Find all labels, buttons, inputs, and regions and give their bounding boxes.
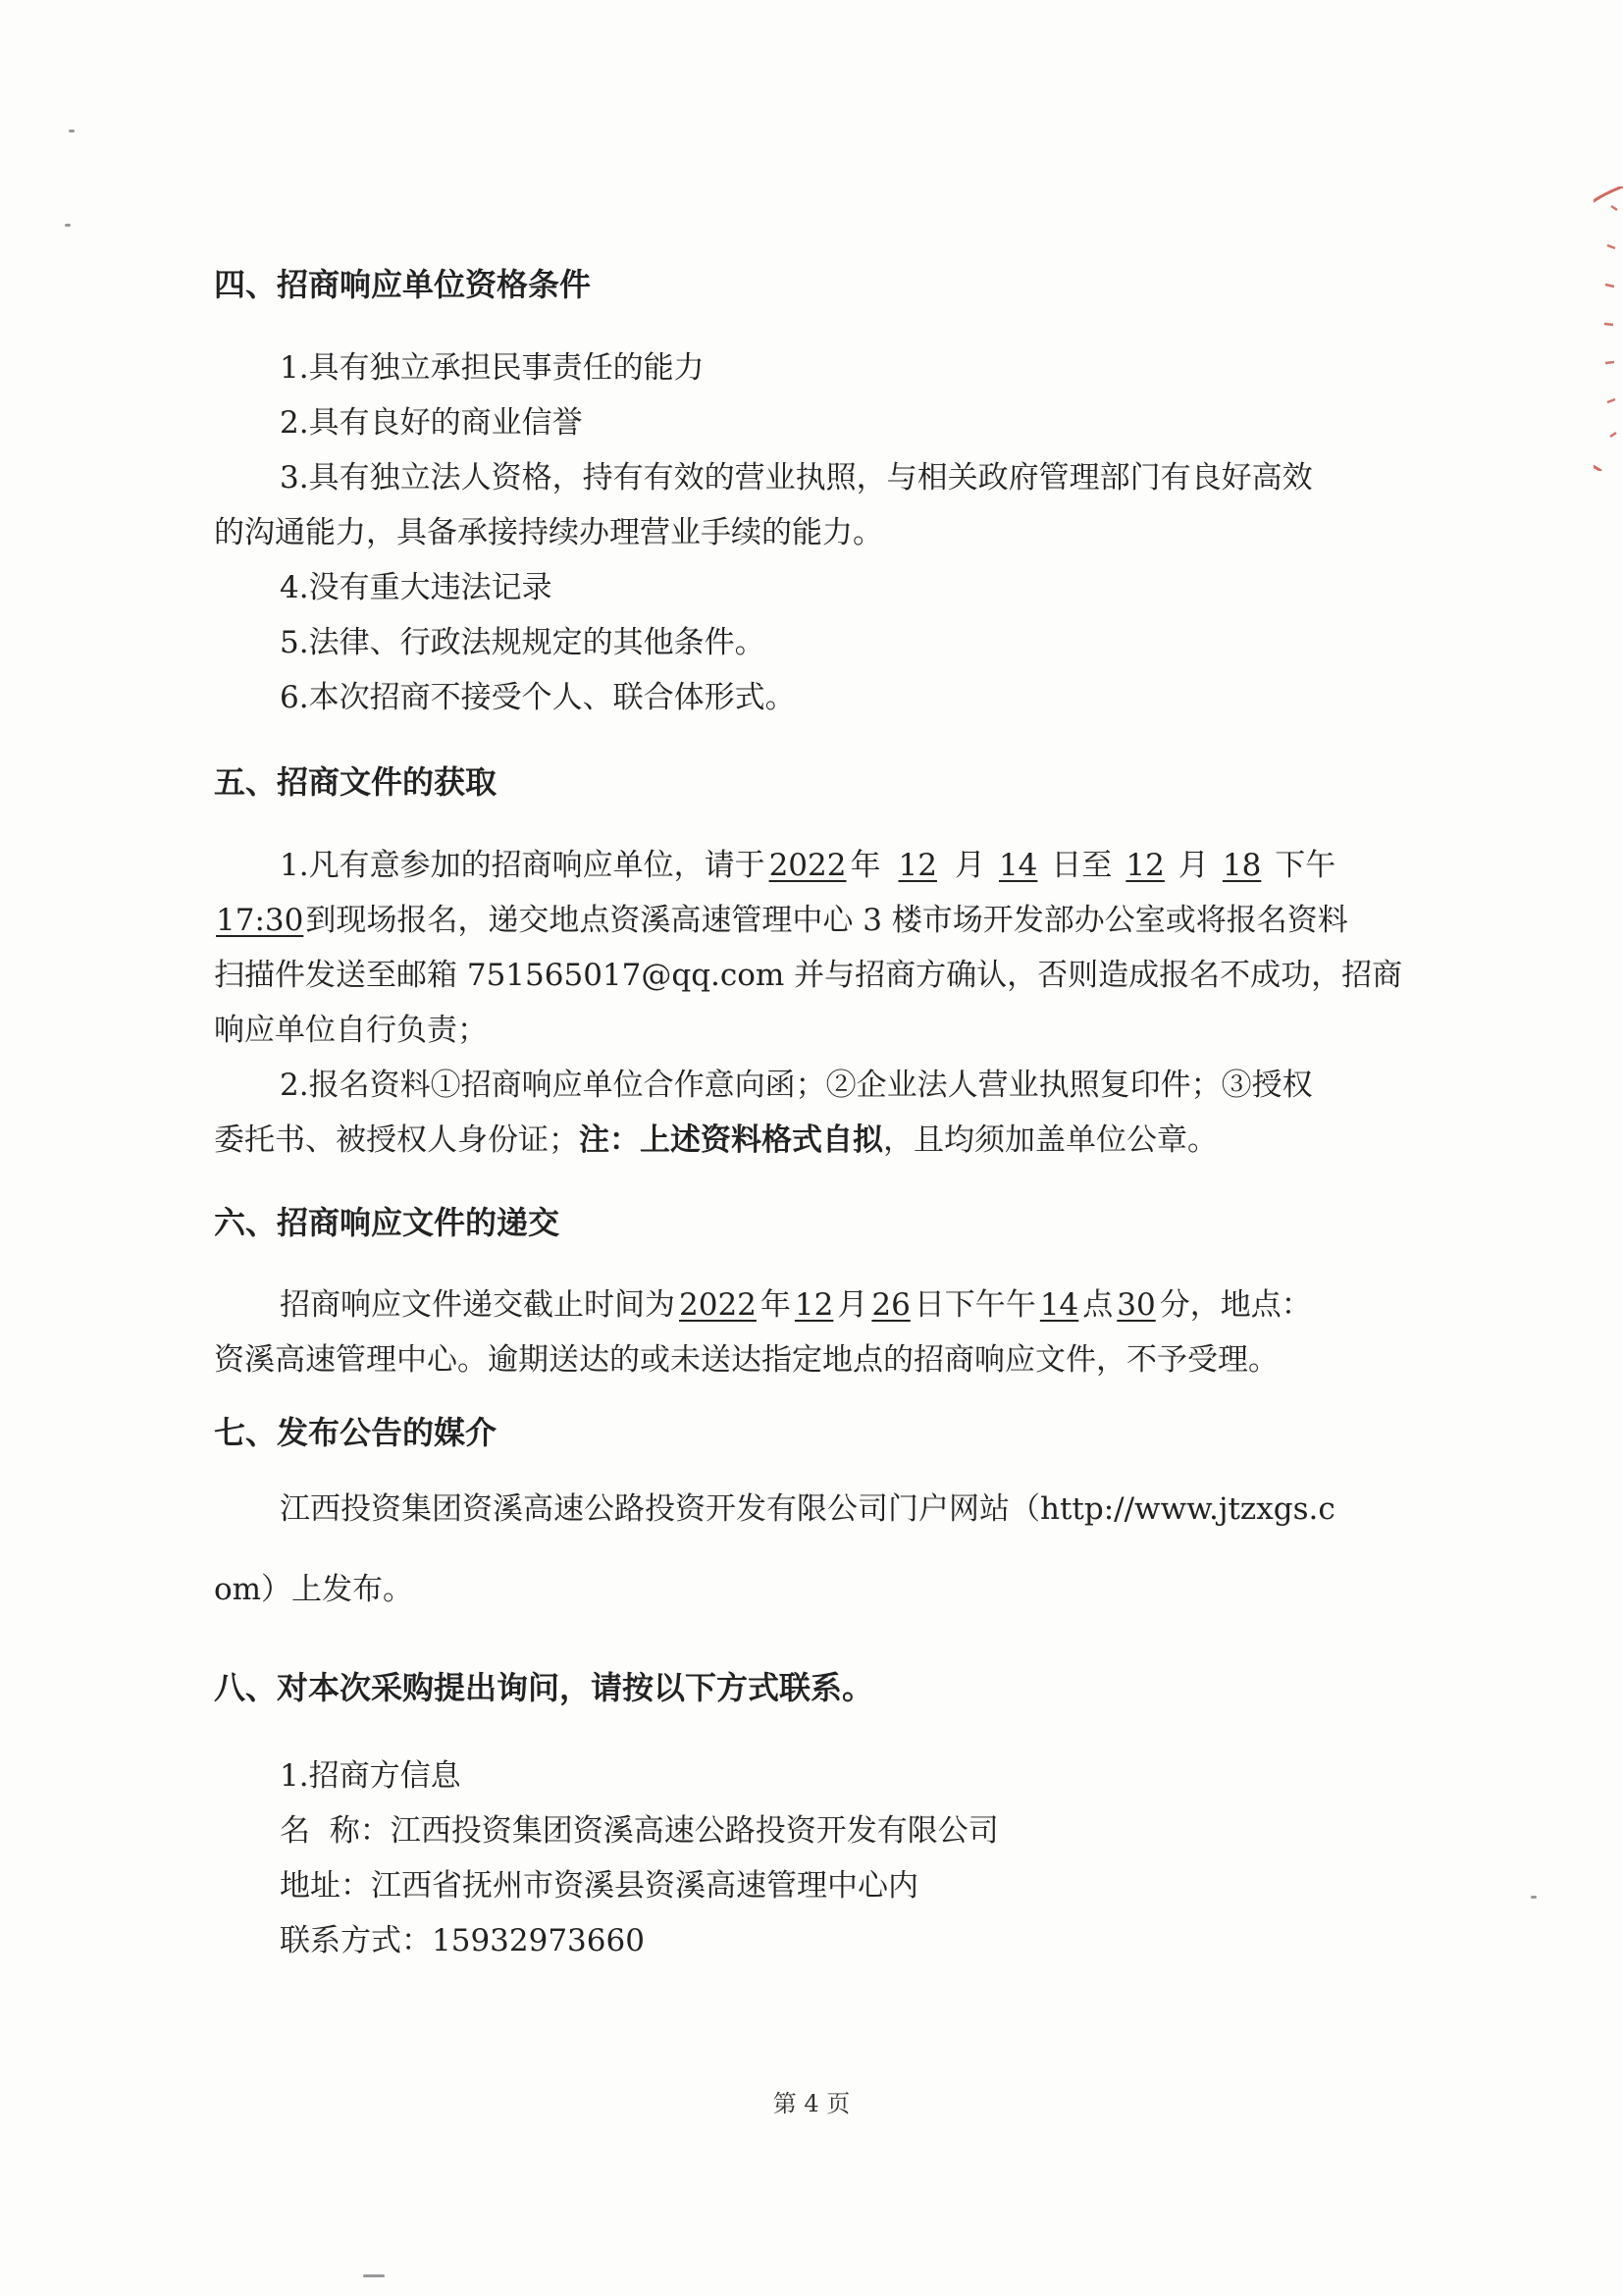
s6-line2: 资溪高速管理中心。逾期送达的或未送达指定地点的招商响应文件，不予受理。 — [214, 1342, 1279, 1378]
s5-p1-line3: 扫描件发送至邮箱 751565017@qq.com 并与招商方确认，否则造成报名不成功，招商 — [214, 958, 1403, 993]
s5-text: 日至 — [1051, 848, 1113, 883]
s6-text: 年 — [759, 1287, 791, 1323]
s5-p1-line4: 响应单位自行负责； — [214, 1013, 488, 1048]
s6-text: 月 — [837, 1287, 868, 1323]
s5-text: 1.凡有意参加的招商响应单位，请于 — [280, 848, 765, 883]
s6-text: 分，地点： — [1159, 1287, 1312, 1323]
s4-item-2: 2.具有良好的商业信誉 — [280, 405, 583, 441]
deadline-hour: 14 — [1039, 1287, 1079, 1323]
s4-item-6: 6.本次招商不接受个人、联合体形式。 — [280, 680, 796, 715]
deadline-year: 2022 — [679, 1287, 757, 1323]
s6-text: 日下午午 — [914, 1287, 1036, 1323]
seal-stamp-fragment — [1594, 186, 1623, 471]
s7-line1: 江西投资集团资溪高速公路投资开发有限公司门户网站（http://www.jtzxgs.c — [280, 1491, 1335, 1527]
s5-text: 年 — [850, 848, 881, 883]
s4-item-4: 4.没有重大违法记录 — [280, 570, 552, 605]
s5-p1-line2 — [214, 901, 1348, 940]
s8-subheading: 1.招商方信息 — [280, 1758, 461, 1794]
s5-note-bold: 注：上述资料格式自拟 — [579, 1122, 883, 1158]
page-number: 第 4 页 — [772, 2090, 851, 2117]
section-4-heading: 四、招商响应单位资格条件 — [214, 266, 592, 303]
deadline-minute: 30 — [1117, 1287, 1156, 1323]
reg-end-day: 18 — [1222, 848, 1262, 883]
s8-address: 地址：江西省抚州市资溪县资溪高速管理中心内 — [280, 1868, 918, 1904]
s8-contact: 联系方式：15932973660 — [280, 1923, 645, 1958]
s6-line1 — [280, 1285, 1312, 1325]
scan-speck — [69, 130, 75, 132]
reg-start-month: 12 — [898, 848, 937, 883]
scan-speck — [65, 224, 71, 227]
reg-year: 2022 — [768, 848, 847, 883]
scan-speck — [363, 2274, 385, 2277]
reg-time: 17:30 — [216, 903, 304, 938]
s5-p2-line1: 2.报名资料①招商响应单位合作意向函；②企业法人营业执照复印件；③授权 — [280, 1068, 1313, 1103]
s8-company-name: 名 称：江西投资集团资溪高速公路投资开发有限公司 — [280, 1813, 999, 1849]
section-6-heading: 六、招商响应文件的递交 — [214, 1204, 560, 1241]
s5-text: 下午 — [1275, 848, 1336, 883]
reg-end-month: 12 — [1126, 848, 1165, 883]
s4-item-3-cont: 的沟通能力，具备承接持续办理营业手续的能力。 — [214, 515, 883, 550]
scan-speck — [1531, 1896, 1537, 1899]
s5-p1-line1 — [280, 846, 1335, 885]
s5-text: 月 — [954, 848, 985, 883]
s4-item-5: 5.法律、行政法规规定的其他条件。 — [280, 625, 765, 660]
s5-text: ，且均须加盖单位公章。 — [883, 1122, 1218, 1158]
s4-item-1: 1.具有独立承担民事责任的能力 — [280, 350, 705, 386]
reg-start-day: 14 — [998, 848, 1038, 883]
deadline-month: 12 — [794, 1287, 834, 1323]
s5-text: 到现场报名，递交地点资溪高速管理中心 3 楼市场开发部办公室或将报名资料 — [305, 903, 1348, 938]
s5-text: 委托书、被授权人身份证； — [214, 1122, 579, 1158]
deadline-day: 26 — [871, 1287, 911, 1323]
s7-line2: om）上发布。 — [214, 1572, 414, 1607]
section-7-heading: 七、发布公告的媒介 — [214, 1414, 497, 1451]
section-8-heading: 八、对本次采购提出询问，请按以下方式联系。 — [214, 1669, 874, 1706]
s6-text: 点 — [1082, 1287, 1114, 1323]
s5-p2-line2 — [214, 1121, 1218, 1160]
s4-item-3: 3.具有独立法人资格，持有有效的营业执照，与相关政府管理部门有良好高效 — [280, 460, 1313, 496]
s5-text: 月 — [1178, 848, 1209, 883]
section-5-heading: 五、招商文件的获取 — [214, 763, 497, 801]
s6-text: 招商响应文件递交截止时间为 — [280, 1287, 675, 1323]
